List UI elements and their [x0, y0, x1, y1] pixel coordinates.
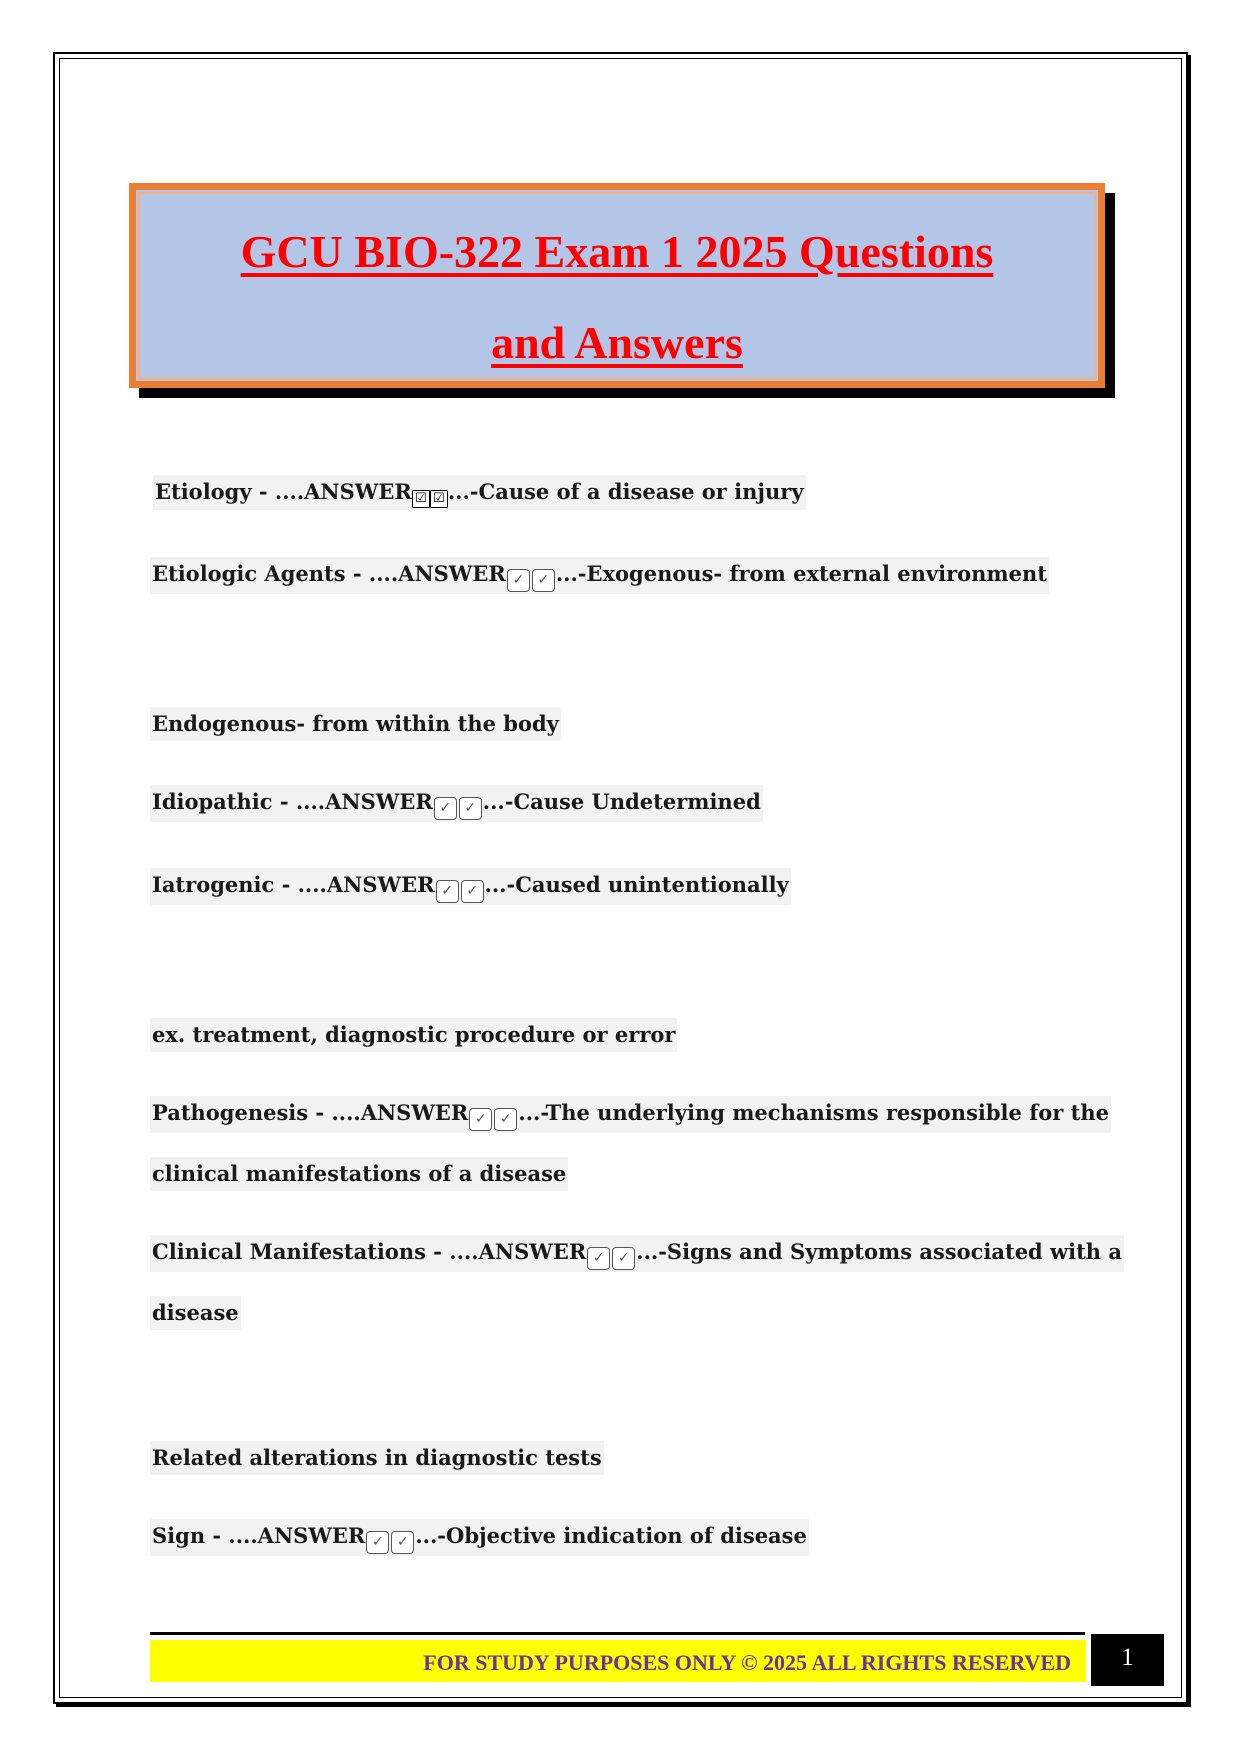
footer-bar [150, 1640, 1086, 1682]
entry-clinical-manifestations [150, 1235, 1124, 1272]
entry-answer: ...-Cause Undetermined [482, 789, 761, 814]
title-line-1: GCU BIO-322 Exam 1 2025 Questions [240, 226, 994, 277]
entry-answer: ...-The underlying mechanisms responsible for the [518, 1100, 1109, 1125]
check-box-icon: ✓ [391, 1531, 414, 1554]
check-box-icon: ✓ [587, 1247, 610, 1270]
entry-answer: ...-Caused unintentionally [484, 872, 789, 897]
footer-rule [150, 1632, 1085, 1635]
entry-term: Iatrogenic - ....ANSWER [152, 872, 435, 897]
entry-text: Endogenous- from within the body [152, 711, 559, 736]
entry-answer: ...-Signs and Symptoms associated with a [636, 1239, 1122, 1264]
title-line-2: and Answers [491, 317, 743, 368]
entry-etiologic-agents [150, 557, 1049, 594]
entry-sign [150, 1519, 809, 1556]
entry-text: disease [152, 1300, 239, 1325]
entry-endogenous [150, 707, 561, 741]
check-box-icon: ✓ [436, 880, 459, 903]
check-box-icon: ✓ [494, 1108, 517, 1131]
entry-iatrogenic [150, 868, 791, 905]
entry-idiopathic [150, 785, 763, 822]
check-box-icon: ✓ [469, 1108, 492, 1131]
entry-answer: ...-Objective indication of disease [415, 1523, 807, 1548]
entry-text: ex. treatment, diagnostic procedure or error [152, 1022, 676, 1047]
entry-answer: ...-Cause of a disease or injury [447, 479, 804, 504]
check-box-icon: ✓ [461, 880, 484, 903]
entry-term: Sign - ....ANSWER [152, 1523, 366, 1548]
check-box-icon: ✓ [507, 569, 530, 592]
entry-term: Clinical Manifestations - ....ANSWER [152, 1239, 587, 1264]
check-box-icon: ✓ [366, 1531, 389, 1554]
check-box-icon: ✓ [612, 1247, 635, 1270]
check-box-icon: ✓ [434, 797, 457, 820]
check-box-icon: ☑ [412, 490, 430, 508]
entry-term: Etiology - ....ANSWER [155, 479, 412, 504]
entry-text: clinical manifestations of a disease [152, 1161, 567, 1186]
entry-related-alterations [150, 1441, 604, 1475]
entry-term: Etiologic Agents - ....ANSWER [152, 561, 506, 586]
entry-term: Idiopathic - ....ANSWER [152, 789, 433, 814]
check-box-icon: ✓ [459, 797, 482, 820]
entry-pathogenesis [150, 1096, 1111, 1133]
entry-etiology [153, 475, 806, 510]
entry-pathogenesis-cont [150, 1157, 568, 1191]
footer-text: FOR STUDY PURPOSES ONLY © 2025 ALL RIGHTS RESERVED [423, 1650, 1071, 1675]
entry-text: Related alterations in diagnostic tests [152, 1445, 602, 1470]
page-number: 1 [1091, 1634, 1164, 1686]
title-box [129, 183, 1105, 388]
entry-answer: ...-Exogenous- from external environment [555, 561, 1047, 586]
check-box-icon: ✓ [532, 569, 555, 592]
entry-clinical-cont [150, 1296, 241, 1330]
entry-term: Pathogenesis - ....ANSWER [152, 1100, 469, 1125]
entry-example [150, 1018, 677, 1052]
check-box-icon: ☑ [430, 490, 448, 508]
